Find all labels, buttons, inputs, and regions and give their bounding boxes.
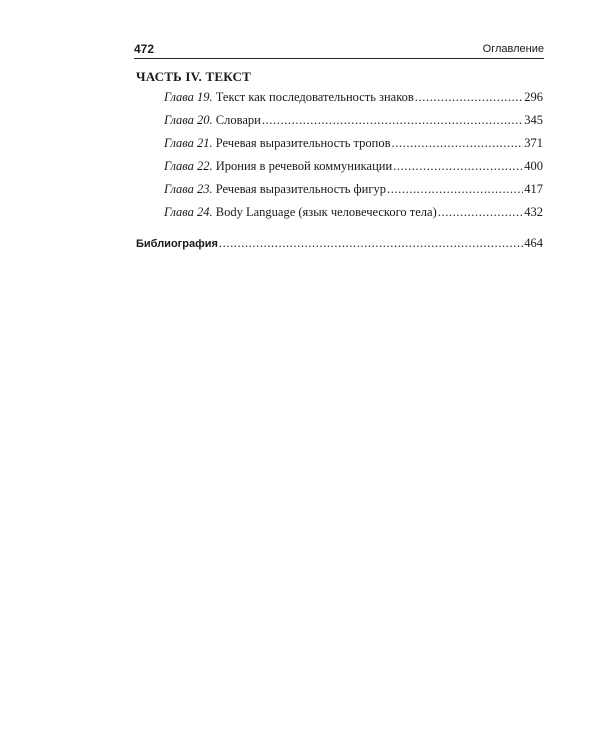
dot-leader [387,182,523,197]
chapter-number: Глава 24. [164,205,213,219]
running-title: Оглавление [482,43,544,55]
dot-leader [219,236,523,251]
toc-entry-bibliography [136,236,543,251]
dot-leader [438,205,524,220]
toc-entry-label [164,159,392,174]
chapter-number: Глава 20. [164,113,213,127]
chapter-number: Глава 19. [164,90,213,104]
toc-entry-label [164,113,261,128]
toc-entry-label [164,136,391,151]
chapter-title: Речевая выразительность тропов [215,136,391,150]
bibliography-title: Библиография [136,238,218,250]
chapter-title: Словари [215,113,261,127]
toc-entry-chapter-21 [164,136,543,151]
chapter-page: 432 [524,205,543,219]
toc-entry-label [164,90,414,105]
chapter-title: Речевая выразительность фигур [215,182,386,196]
page-number: 472 [134,42,155,56]
chapter-title: Body Language (язык человеческого тела) [215,205,437,219]
part-heading: ЧАСТЬ IV. ТЕКСТ [136,69,251,84]
dot-leader [415,90,523,105]
toc-entry-label [164,182,386,197]
bibliography-page: 464 [524,236,543,250]
chapter-number: Глава 22. [164,159,213,173]
dot-leader [393,159,523,174]
running-head [134,40,544,59]
toc-entry-chapter-19 [164,90,543,105]
chapter-number: Глава 23. [164,182,213,196]
toc-entry-label [164,205,437,220]
toc-entry-chapter-22 [164,159,543,174]
toc-entry-chapter-24 [164,205,543,220]
chapter-page: 345 [524,113,543,127]
chapter-number: Глава 21. [164,136,213,150]
chapter-page: 400 [524,159,543,173]
chapter-title: Текст как последовательность знаков [215,90,414,104]
chapter-page: 296 [524,90,543,104]
dot-leader [262,113,523,128]
chapter-page: 417 [524,182,543,196]
chapter-page: 371 [524,136,543,150]
chapter-title: Ирония в речевой коммуникации [215,159,393,173]
dot-leader [392,136,524,151]
toc-entry-chapter-23 [164,182,543,197]
toc-entry-chapter-20 [164,113,543,128]
